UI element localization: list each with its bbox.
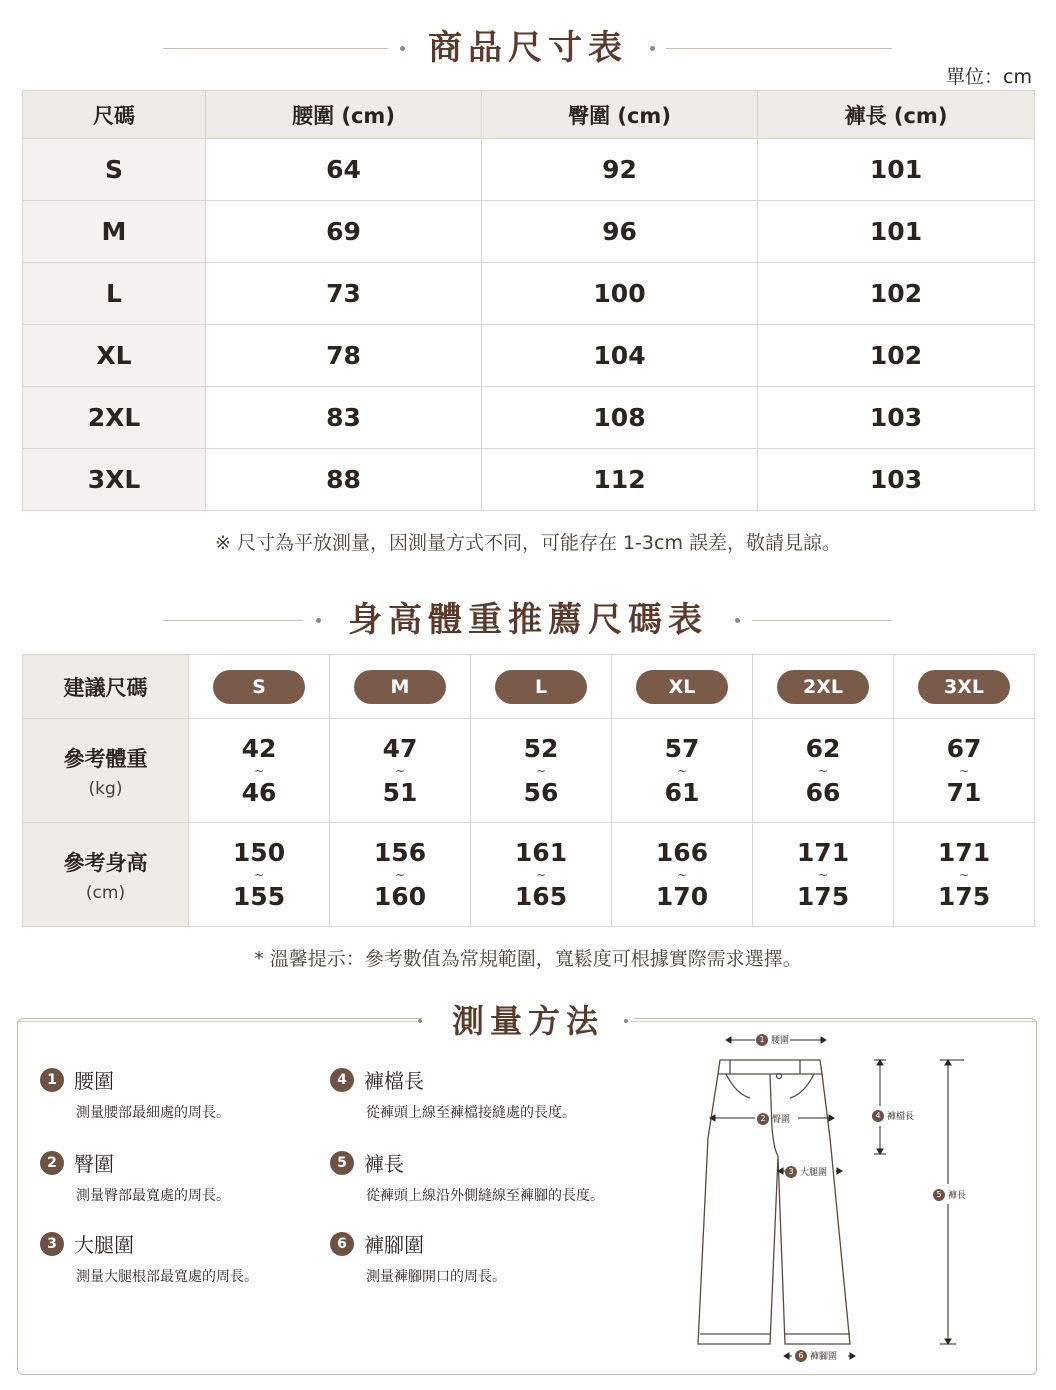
weight-max: 56 [523, 777, 559, 807]
hip-cell: 96 [482, 201, 758, 263]
recommend-title-text: 身高體重推薦尺碼表 [348, 600, 708, 640]
size-chart-title-text: 商品尺寸表 [428, 28, 628, 68]
diagram-label-hip [757, 1112, 790, 1125]
method-title-text: 測量方法 [422, 996, 634, 1046]
length-cell: 103 [758, 449, 1035, 511]
weight-min: 57 [664, 733, 700, 763]
weight-max: 51 [382, 777, 418, 807]
method-item-desc: 測量腰部最細處的周長。 [76, 1105, 230, 1121]
height-min: 166 [655, 837, 709, 867]
measure-lines [710, 1037, 967, 1359]
title-dot-right [650, 46, 655, 51]
height-cell [894, 823, 1035, 927]
table-row [23, 139, 1035, 201]
range-tilde: ~ [676, 763, 688, 778]
step-number: 3 [40, 1232, 64, 1256]
height-min: 171 [937, 837, 991, 867]
height-label-text: 參考身高 [63, 850, 148, 875]
weight-min: 42 [241, 733, 277, 763]
height-min: 156 [373, 837, 427, 867]
weight-max: 66 [805, 777, 841, 807]
range-tilde: ~ [676, 867, 688, 882]
recommend-size-row [23, 655, 1035, 719]
size-pill: L [495, 670, 587, 704]
recommend-title [0, 594, 1056, 646]
pants-outline-icon [698, 1060, 850, 1344]
length-cell: 101 [758, 139, 1035, 201]
weight-min: 47 [382, 733, 418, 763]
title-divider-right [752, 620, 892, 621]
diagram-label-text: 褲腳圍 [810, 1352, 838, 1362]
table-row [23, 387, 1035, 449]
method-item-desc: 從褲頭上線至褲檔接縫處的長度。 [366, 1105, 576, 1121]
waist-cell: 83 [206, 387, 482, 449]
size-pill: XL [636, 670, 728, 704]
weight-unit: (kg) [88, 778, 123, 799]
weight-min: 67 [946, 733, 982, 763]
diagram-label-thigh [785, 1165, 827, 1178]
weight-cell [753, 719, 894, 823]
size-pill: S [213, 670, 305, 704]
size-cell [471, 655, 612, 719]
title-divider-right [630, 1021, 1036, 1022]
range-tilde: ~ [253, 763, 265, 778]
hip-cell: 104 [482, 325, 758, 387]
size-cell [612, 655, 753, 719]
diagram-label-text: 褲檔長 [887, 1112, 915, 1122]
height-unit: (cm) [85, 882, 126, 903]
size-chart-note: ※ 尺寸為平放測量，因測量方式不同，可能存在 1-3cm 誤差，敬請見諒。 [214, 532, 842, 554]
method-item-head [330, 1229, 506, 1258]
height-row [23, 823, 1035, 927]
method-item-name: 褲腳圍 [364, 1233, 424, 1257]
table-row [23, 325, 1035, 387]
weight-max: 61 [664, 777, 700, 807]
waist-cell: 64 [206, 139, 482, 201]
step-number: 1 [40, 1068, 64, 1092]
weight-cell [330, 719, 471, 823]
hip-cell: 112 [482, 449, 758, 511]
size-chart-title [0, 22, 1056, 74]
header-length: 褲長 (cm) [758, 91, 1035, 139]
length-cell: 101 [758, 201, 1035, 263]
size-pill: M [354, 670, 446, 704]
diagram-label-text: 臀圍 [772, 1115, 791, 1125]
title-dot-left [316, 618, 321, 623]
step-number: 5 [933, 1189, 945, 1201]
table-row [23, 449, 1035, 511]
hip-cell: 108 [482, 387, 758, 449]
length-cell: 102 [758, 263, 1035, 325]
size-cell [189, 655, 330, 719]
range-tilde: ~ [817, 867, 829, 882]
method-item-name: 褲檔長 [364, 1069, 424, 1093]
table-row [23, 201, 1035, 263]
height-max: 165 [514, 881, 568, 911]
method-item-rise [330, 1065, 576, 1122]
weight-min: 52 [523, 733, 559, 763]
height-max: 160 [373, 881, 427, 911]
waist-cell: 78 [206, 325, 482, 387]
weight-label-text: 參考體重 [63, 746, 148, 771]
method-item-length [330, 1148, 604, 1205]
height-max: 175 [937, 881, 991, 911]
method-item-thigh [40, 1229, 258, 1286]
method-item-desc: 測量褲腳開口的周長。 [366, 1269, 506, 1285]
height-max: 175 [796, 881, 850, 911]
range-tilde: ~ [253, 867, 265, 882]
diagram-label-hem [795, 1349, 837, 1362]
method-item-name: 褲長 [364, 1152, 404, 1176]
method-item-name: 大腿圍 [74, 1233, 134, 1257]
height-cell [330, 823, 471, 927]
weight-label [23, 719, 189, 823]
range-tilde: ~ [958, 763, 970, 778]
size-cell: S [23, 139, 206, 201]
size-cell: XL [23, 325, 206, 387]
title-dot-right [735, 618, 740, 623]
length-cell: 103 [758, 387, 1035, 449]
step-number: 1 [756, 1034, 768, 1046]
method-item-head [330, 1148, 604, 1177]
size-cell: 2XL [23, 387, 206, 449]
diagram-label-text: 腰圍 [771, 1036, 790, 1046]
weight-max: 46 [241, 777, 277, 807]
height-cell [471, 823, 612, 927]
method-item-head [330, 1065, 576, 1094]
title-divider-right [666, 48, 892, 49]
method-item-desc: 測量大腿根部最寬處的周長。 [76, 1269, 258, 1285]
size-table-header [23, 91, 1035, 139]
waist-cell: 88 [206, 449, 482, 511]
title-dot-left [400, 46, 405, 51]
waist-cell: 73 [206, 263, 482, 325]
height-min: 150 [232, 837, 286, 867]
height-cell [753, 823, 894, 927]
title-divider-left [163, 48, 388, 49]
method-item-hip [40, 1148, 230, 1205]
size-cell: M [23, 201, 206, 263]
method-item-head [40, 1065, 230, 1094]
height-max: 155 [232, 881, 286, 911]
size-pill: 2XL [777, 670, 869, 704]
step-number: 6 [330, 1232, 354, 1256]
recommend-table [22, 654, 1035, 927]
weight-cell [189, 719, 330, 823]
method-item-desc: 測量臀部最寬處的周長。 [76, 1188, 230, 1204]
diagram-label-text: 褲長 [948, 1191, 967, 1201]
height-label [23, 823, 189, 927]
step-number: 2 [40, 1151, 64, 1175]
hip-cell: 100 [482, 263, 758, 325]
method-item-desc: 從褲頭上線沿外側縫線至褲腳的長度。 [366, 1188, 604, 1204]
title-divider-left [17, 1021, 417, 1022]
range-tilde: ~ [394, 763, 406, 778]
diagram-label-rise [872, 1109, 914, 1122]
method-item-name: 腰圍 [74, 1069, 114, 1093]
height-cell [612, 823, 753, 927]
step-number: 6 [795, 1350, 807, 1362]
hip-cell: 92 [482, 139, 758, 201]
step-number: 2 [757, 1113, 769, 1125]
size-chart-table [22, 90, 1035, 511]
step-number: 5 [330, 1151, 354, 1175]
size-cell [330, 655, 471, 719]
size-cell [753, 655, 894, 719]
height-max: 170 [655, 881, 709, 911]
method-item-head [40, 1229, 258, 1258]
method-item-hem [330, 1229, 506, 1286]
weight-cell [471, 719, 612, 823]
length-cell: 102 [758, 325, 1035, 387]
size-cell: L [23, 263, 206, 325]
size-cell: 3XL [23, 449, 206, 511]
range-tilde: ~ [535, 763, 547, 778]
range-tilde: ~ [394, 867, 406, 882]
method-item-name: 臀圍 [74, 1152, 114, 1176]
waist-cell: 69 [206, 201, 482, 263]
range-tilde: ~ [535, 867, 547, 882]
range-tilde: ~ [958, 867, 970, 882]
weight-row [23, 719, 1035, 823]
unit-label: 單位：cm [946, 66, 1032, 88]
header-hip: 臀圍 (cm) [482, 91, 758, 139]
method-item-waist [40, 1065, 230, 1122]
weight-min: 62 [805, 733, 841, 763]
height-min: 171 [796, 837, 850, 867]
title-dot-right [624, 1019, 628, 1023]
height-cell [189, 823, 330, 927]
step-number: 4 [872, 1110, 884, 1122]
weight-max: 71 [946, 777, 982, 807]
weight-cell [612, 719, 753, 823]
size-label: 建議尺碼 [23, 655, 189, 719]
diagram-label-waist [756, 1033, 789, 1046]
height-min: 161 [514, 837, 568, 867]
step-number: 4 [330, 1068, 354, 1092]
size-pill: 3XL [918, 670, 1010, 704]
title-divider-left [163, 620, 303, 621]
method-item-head [40, 1148, 230, 1177]
header-waist: 腰圍 (cm) [206, 91, 482, 139]
diagram-label-length [933, 1188, 966, 1201]
table-row [23, 263, 1035, 325]
header-size: 尺碼 [23, 91, 206, 139]
weight-cell [894, 719, 1035, 823]
diagram-label-text: 大腿圍 [800, 1168, 828, 1178]
step-number: 3 [785, 1166, 797, 1178]
range-tilde: ~ [817, 763, 829, 778]
size-cell [894, 655, 1035, 719]
recommend-note: * 溫馨提示：參考數值為常規範圍，寬鬆度可根據實際需求選擇。 [254, 948, 802, 970]
